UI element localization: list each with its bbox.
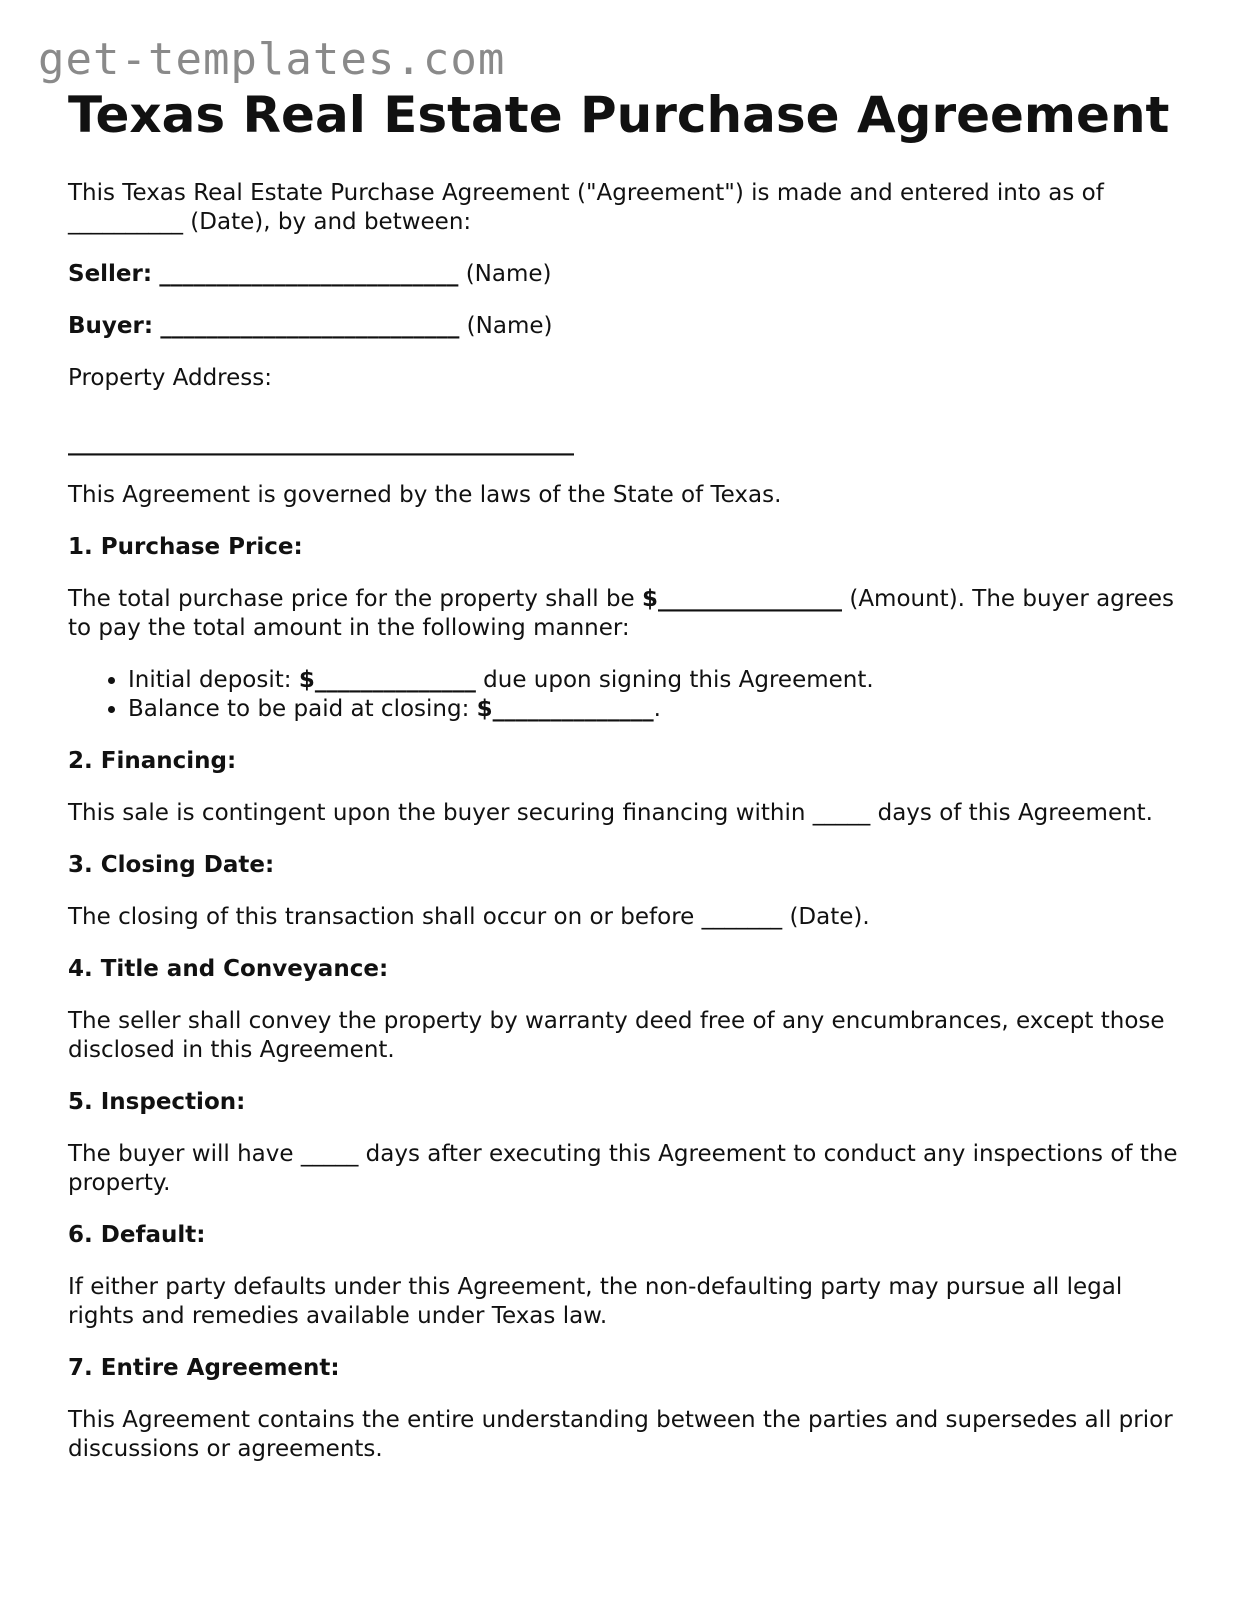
section-inspection-heading: 5. Inspection:	[68, 1089, 246, 1115]
financing-paragraph: This sale is contingent upon the buyer securing financing within _____ days of this Agreement.	[68, 800, 1153, 826]
governing-law-paragraph: This Agreement is governed by the laws of the State of Texas.	[68, 482, 782, 508]
closing-date-paragraph: The closing of this transaction shall occur on or before _______ (Date).	[68, 904, 870, 930]
payment-list	[68, 666, 1188, 724]
seller-line	[68, 260, 1188, 289]
list-item: • Balance to be paid at closing: $______________.	[128, 695, 1188, 724]
buyer-name-blank[interactable]: __________________________	[160, 313, 460, 339]
seller-name-blank[interactable]: __________________________	[159, 261, 459, 287]
buyer-suffix: (Name)	[459, 313, 553, 339]
section-financing-heading: 2. Financing:	[68, 748, 237, 774]
buyer-label: Buyer:	[68, 313, 154, 339]
seller-label: Seller:	[68, 261, 153, 287]
default-paragraph: If either party defaults under this Agreement, the non-defaulting party may pursue all legal rights and remedies available under Texas law.	[68, 1274, 1123, 1329]
document-title: Texas Real Estate Purchase Agreement	[68, 86, 1170, 144]
title-conveyance-paragraph: The seller shall convey the property by warranty deed free of any encumbrances, except those disclosed in this Agreement.	[68, 1008, 1165, 1063]
property-address-blank[interactable]: ____________________________________________	[68, 430, 574, 456]
section-purchase-price-heading: 1. Purchase Price:	[68, 534, 303, 560]
seller-suffix: (Name)	[458, 261, 552, 287]
watermark: get-templates.com	[38, 34, 506, 85]
section-closing-date-heading: 3. Closing Date:	[68, 852, 275, 878]
section-title-conveyance-heading: 4. Title and Conveyance:	[68, 956, 389, 982]
initial-deposit-blank[interactable]: $______________	[298, 667, 476, 693]
closing-balance-blank[interactable]: $______________	[476, 696, 654, 722]
entire-agreement-paragraph: This Agreement contains the entire understanding between the parties and supersedes all prior discussions or agreements.	[68, 1407, 1173, 1462]
purchase-price-blank[interactable]: $________________	[642, 586, 843, 612]
buyer-line	[68, 312, 1188, 341]
document-page	[68, 88, 1188, 1487]
section-entire-agreement-heading: 7. Entire Agreement:	[68, 1355, 340, 1381]
purchase-price-paragraph: The total purchase price for the property shall be $________________ (Amount). The buyer agrees to pay the total amount in the following manner:	[68, 586, 1175, 641]
intro-paragraph: This Texas Real Estate Purchase Agreement ("Agreement") is made and entered into as of __________ (Date), by and between:	[68, 180, 1104, 235]
property-address-label: Property Address:	[68, 365, 272, 391]
inspection-paragraph: The buyer will have _____ days after executing this Agreement to conduct any inspections of the property.	[68, 1141, 1178, 1196]
list-item: • Initial deposit: $______________ due upon signing this Agreement.	[128, 666, 1188, 695]
section-default-heading: 6. Default:	[68, 1222, 206, 1248]
